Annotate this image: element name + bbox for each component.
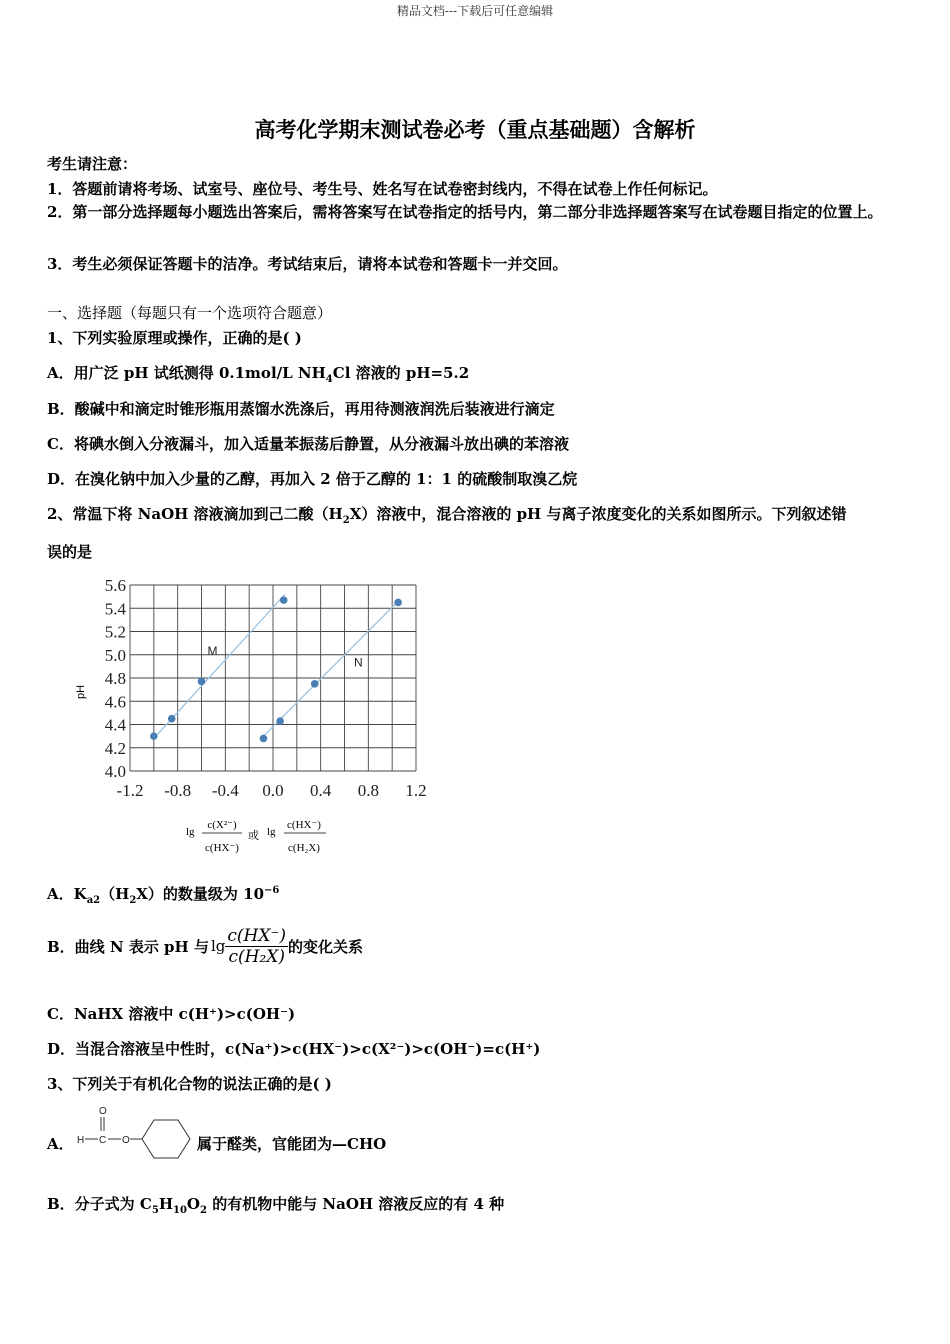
q2-stem-text: 2、常温下将 NaOH 溶液滴加到己二酸（H: [47, 505, 343, 523]
x-tick-label: 0.0: [262, 781, 284, 800]
annotation-M: M: [207, 643, 218, 658]
data-point-M: [150, 732, 158, 740]
data-point-N: [260, 735, 268, 743]
x-tick-label: 0.8: [357, 781, 379, 800]
chart-grid: [130, 585, 416, 771]
q3-option-a: 属于醛类，官能团为—CHO: [197, 1135, 387, 1153]
q2-a-text2: （H: [100, 885, 130, 903]
phenyl-formate-structure: [72, 1104, 196, 1160]
q3-b-text2: 的有机物中能与 NaOH 溶液反应的有 4 种: [206, 1195, 505, 1213]
annotation-N: N: [354, 655, 363, 670]
q3-b-sub2: 10: [173, 1205, 187, 1216]
x-tick-label: 0.4: [310, 781, 332, 800]
notice-item-2: 2．第一部分选择题每小题选出答案后，需将答案写在试卷指定的括号内，第二部分非选择题答案写在试卷题目指定的位置上。: [47, 203, 883, 221]
data-point-M: [280, 596, 288, 604]
y-tick-label: 4.6: [104, 692, 126, 712]
x-axis-label: [186, 819, 326, 854]
chart-points: [150, 596, 402, 742]
q1-a-sub: 4: [325, 374, 333, 385]
q1-a-text2: Cl 溶液的 pH=5.2: [332, 364, 470, 382]
q3-b-sub3: 2: [200, 1205, 207, 1216]
x-tick-label: -0.4: [211, 781, 239, 800]
chart-ticks: [105, 576, 427, 800]
notice-item-1: 1．答题前请将考场、试室号、座位号、考生号、姓名写在试卷密封线内，不得在试卷上作任何标记。: [47, 180, 718, 198]
q2-a-text: A．K: [47, 885, 87, 903]
q2-a-sup: −6: [264, 885, 280, 896]
y-tick-label: 5.0: [104, 645, 126, 665]
atom-h: H: [77, 1135, 85, 1146]
q2-stem: [47, 503, 846, 526]
q3-b-h: H: [158, 1195, 173, 1213]
q3-b-text: B．分子式为 C: [47, 1195, 152, 1213]
notice-heading: 考生请注意：: [47, 155, 138, 173]
y-axis-label: pH: [75, 684, 87, 700]
q2-b-text: B．曲线 N 表示 pH 与: [47, 937, 209, 956]
q1-option-b: B．酸碱中和滴定时锥形瓶用蒸馏水洗涤后，再用待测液润洗后装液进行滴定: [47, 400, 555, 418]
q2-b-numerator: c(HX⁻): [227, 925, 287, 946]
q2-a-text3: X）的数量级为 10: [136, 885, 265, 903]
ph-chart: [60, 570, 440, 870]
q2-b-fraction: [225, 926, 288, 967]
data-point-N: [394, 599, 402, 607]
chart-annotations: [207, 644, 362, 670]
y-tick-label: 5.2: [104, 622, 126, 642]
q2-b-lg: lg: [210, 937, 226, 955]
q2-option-c: C．NaHX 溶液中 c(H⁺)>c(OH⁻): [47, 1005, 296, 1023]
q3-option-b: [47, 1193, 504, 1216]
q2-stem-line2: 误的是: [47, 543, 93, 561]
data-point-N: [276, 717, 284, 725]
q3-stem: 3、下列关于有机化合物的说法正确的是( ): [47, 1075, 332, 1093]
x-label-or: 或: [248, 830, 259, 842]
x-tick-label: 1.2: [405, 781, 427, 800]
q1-stem: 1、下列实验原理或操作，正确的是( ): [47, 329, 302, 347]
q1-a-text: A．用广泛 pH 试纸测得 0.1mol/L NH: [47, 364, 326, 382]
q2-a-sub2: 2: [129, 895, 137, 906]
data-point-M: [198, 678, 206, 686]
page-title: 高考化学期末测试卷必考（重点基础题）含解析: [254, 117, 696, 142]
q1-option-c: C．将碘水倒入分液漏斗，加入适量苯振荡后静置，从分液漏斗放出碘的苯溶液: [47, 435, 569, 453]
x-label-den2: c(H₂X): [288, 842, 320, 854]
q2-option-a: [47, 883, 279, 906]
section-heading: 一、选择题（每题只有一个选项符合题意）: [47, 304, 333, 322]
atom-o-carbonyl: O: [99, 1106, 107, 1117]
notice-item-3: 3．考生必须保证答题卡的洁净。考试结束后，请将本试卷和答题卡一并交回。: [47, 255, 568, 273]
q2-b-denominator: c(H₂X): [228, 946, 285, 967]
q2-option-b: [47, 918, 363, 974]
atom-c: C: [99, 1135, 107, 1146]
q2-b-text2: 的变化关系: [288, 937, 364, 956]
y-tick-label: 5.6: [104, 576, 126, 595]
y-tick-label: 5.4: [104, 599, 126, 619]
x-label-den1: c(HX⁻): [205, 842, 239, 854]
q3-option-a-label: A．: [47, 1135, 74, 1153]
q3-b-o: O: [186, 1195, 200, 1213]
q2-stem-text2: X）溶液中，混合溶液的 pH 与离子浓度变化的关系如图所示。下列叙述错: [349, 505, 847, 523]
x-label-lg1: lg: [186, 826, 195, 838]
y-tick-label: 4.4: [104, 715, 126, 735]
x-label-lg2: lg: [267, 826, 276, 838]
page-header: 精品文档---下载后可任意编辑: [396, 4, 554, 18]
y-tick-label: 4.8: [104, 669, 126, 688]
data-point-N: [311, 680, 319, 688]
q2-stem-sub: 2: [342, 515, 350, 526]
q2-option-d: D．当混合溶液呈中性时，c(Na⁺)>c(HX⁻)>c(X²⁻)>c(OH⁻)=c(H⁺): [47, 1040, 541, 1058]
q2-a-sub: a2: [86, 895, 101, 906]
y-tick-label: 4.0: [104, 762, 126, 781]
x-tick-label: -0.8: [164, 781, 192, 800]
q1-option-d: D．在溴化钠中加入少量的乙醇，再加入 2 倍于乙醇的 1：1 的硫酸制取溴乙烷: [47, 470, 578, 488]
data-point-M: [168, 715, 176, 723]
x-label-num2: c(HX⁻): [287, 819, 321, 831]
atom-o-ester: O: [122, 1135, 130, 1146]
x-label-num1: c(X²⁻): [207, 819, 237, 831]
y-tick-label: 4.2: [104, 738, 126, 758]
q3-b-sub1: 5: [151, 1205, 159, 1216]
q1-option-a: [47, 362, 469, 385]
x-tick-label: -1.2: [116, 781, 144, 800]
